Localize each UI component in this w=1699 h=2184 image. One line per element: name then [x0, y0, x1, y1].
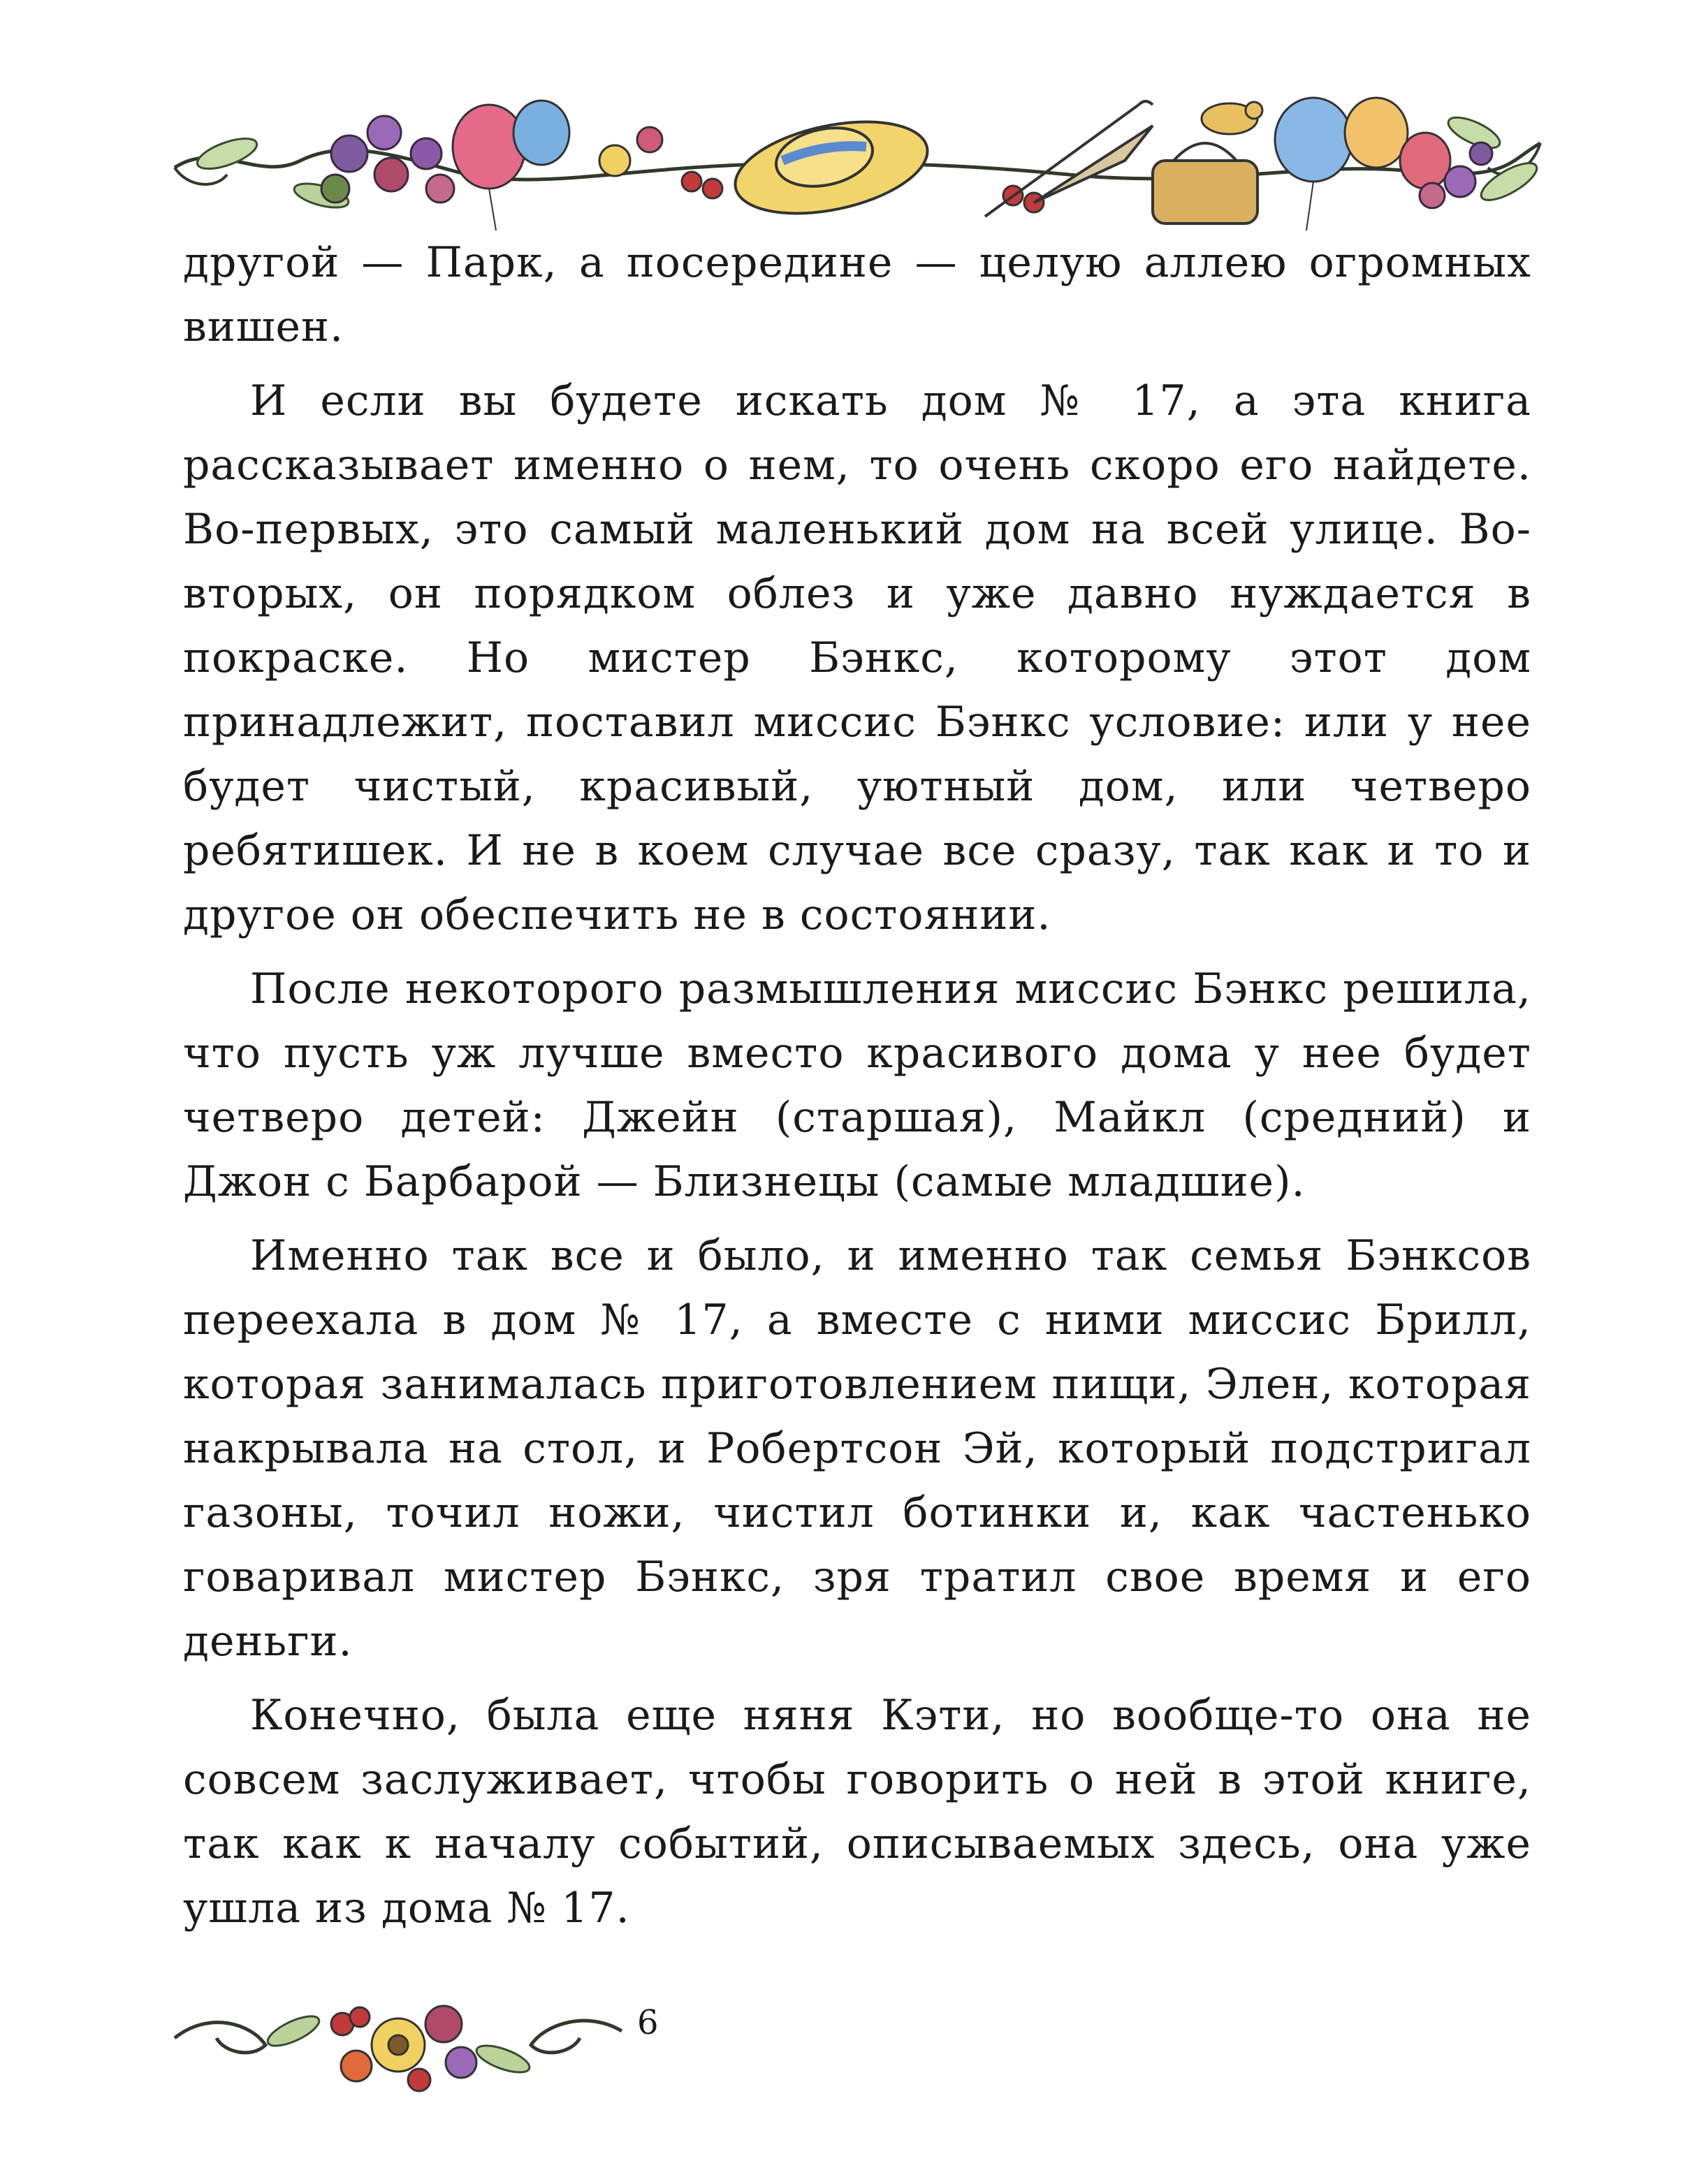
top-floral-border [161, 77, 1551, 237]
paragraph-1: другой — Парк, а посередине — целую аллею огромных вишен. [183, 238, 1531, 351]
floral-border-illustration [161, 77, 1551, 237]
body-text [183, 230, 1531, 1940]
bottom-floral-ornament [168, 1982, 629, 2094]
paragraph-3: После некоторого размышления миссис Бэнкс решила, что пусть уж лучше вместо красивого дома у нее будет четверо детей: Джейн (старшая), Майкл (средний) и Джон с Барбарой — Близнецы (самые младшие). [183, 965, 1531, 1206]
page-number: 6 [637, 2003, 659, 2042]
paragraph-2: И если вы будете искать дом № 17, а эта книга рассказывает именно о нем, то очень скоро его найдете. Во-первых, это самый маленький дом на всей улице. Во-вторых, он порядком облез и уже давно нуждается в покраске. Но мистер Бэнкс, которому этот дом принадлежит, поставил миссис Бэнкс условие: или у нее будет чистый, красивый, уютный дом, или четверо ребятишек. И не в коем случае все сразу, так как и то и другое он обеспечить не в состоянии. [183, 376, 1531, 939]
paragraph-4: Именно так все и было, и именно так семья Бэнксов переехала в дом № 17, а вместе с ними миссис Брилл, которая занималась приготовлением пищи, Элен, которая накрывала на стол, и Робертсон Эй, который подстригал газоны, точил ножи, чистил ботинки и, как частенько говаривал мистер Бэнкс, зря тратил свое время и его деньги. [183, 1231, 1531, 1666]
bottom-ornament-illustration [168, 1982, 629, 2094]
paragraph-5: Конечно, была еще няня Кэти, но вообще-то она не совсем заслуживает, чтобы говорить о ней в этой книге, так как к началу событий, описываемых здесь, она уже ушла из дома № 17. [183, 1691, 1531, 1933]
